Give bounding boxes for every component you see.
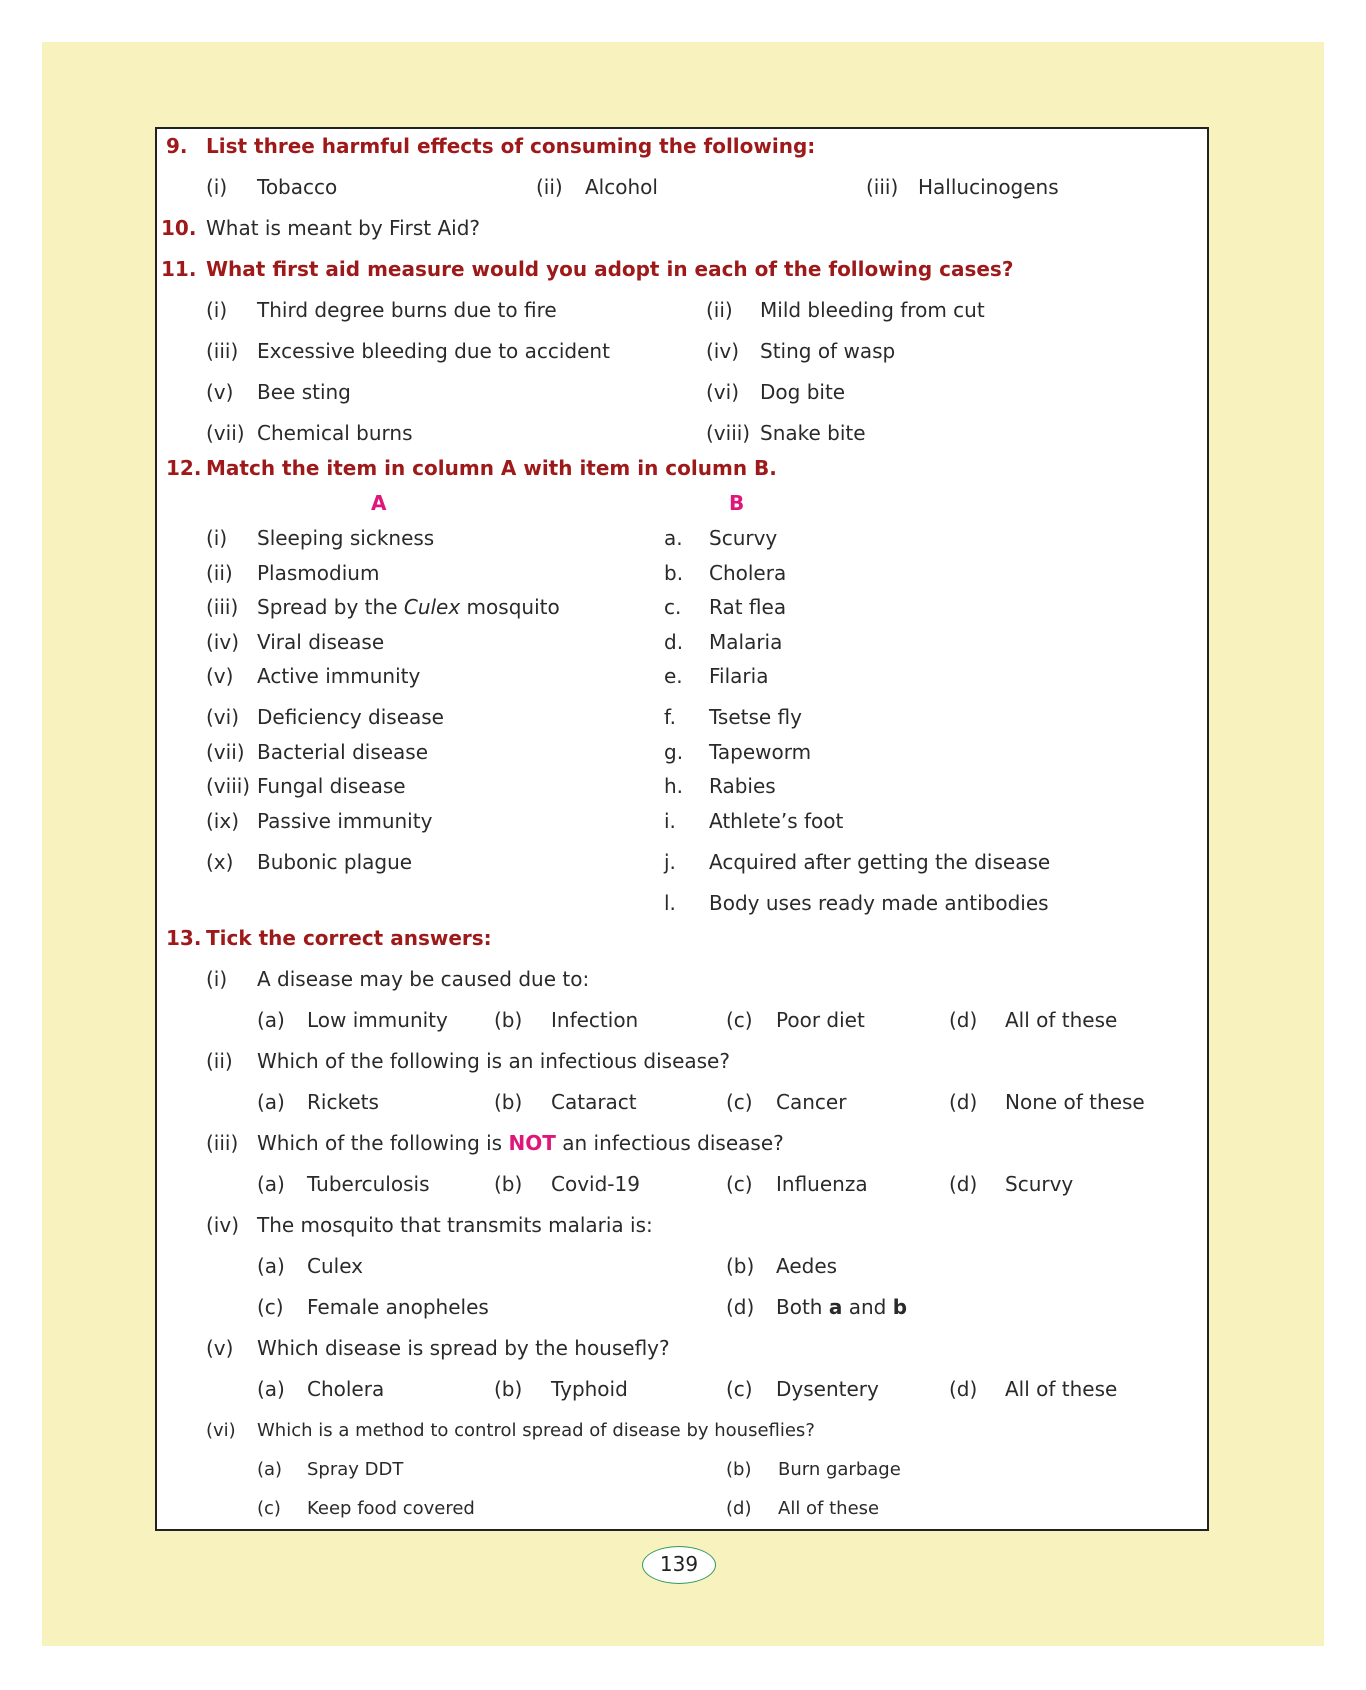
mcq-num: (iv) — [206, 1213, 239, 1237]
match-a-text: Deficiency disease — [257, 705, 444, 729]
match-a-num: (viii) — [206, 774, 251, 798]
mcq-option-text[interactable]: Culex — [307, 1254, 363, 1278]
match-b-letter: g. — [664, 740, 684, 764]
match-a-num: (ii) — [206, 561, 233, 585]
match-a-text: Bubonic plague — [257, 850, 413, 874]
mcq-option-text[interactable]: Rickets — [307, 1090, 379, 1114]
match-a-text: Active immunity — [257, 664, 421, 688]
match-a-num: (i) — [206, 526, 228, 550]
mcq-option-label: (b) — [726, 1254, 755, 1278]
mcq-option-label: (a) — [257, 1008, 285, 1032]
match-b-text: Filaria — [709, 664, 769, 688]
mcq-num: (v) — [206, 1336, 234, 1360]
mcq-option-text[interactable]: Cataract — [551, 1090, 637, 1114]
mcq-option-label: (b) — [494, 1377, 523, 1401]
q12-number: 12. — [166, 456, 202, 480]
mcq-option-label: (b) — [494, 1008, 523, 1032]
mcq-option-text[interactable]: Scurvy — [1005, 1172, 1074, 1196]
match-a-num: (v) — [206, 664, 234, 688]
match-a-num: (ix) — [206, 809, 239, 833]
q9-item-num: (iii) — [866, 175, 899, 199]
match-a-text: Fungal disease — [257, 774, 406, 798]
q11-item-text: Chemical burns — [257, 421, 413, 445]
q10-text: What is meant by First Aid? — [206, 216, 481, 240]
mcq-option-text[interactable]: All of these — [1005, 1377, 1118, 1401]
mcq-option-label: (b) — [494, 1172, 523, 1196]
match-a-text: Sleeping sickness — [257, 526, 435, 550]
q9-text: List three harmful effects of consuming the following: — [206, 134, 816, 158]
mcq-option-label: (c) — [726, 1377, 753, 1401]
mcq-question: Which of the following is an infectious disease? — [257, 1049, 730, 1073]
q11-item-num: (viii) — [706, 421, 751, 445]
q11-item-text: Bee sting — [257, 380, 351, 404]
mcq-option-label: (c) — [726, 1008, 753, 1032]
match-b-text: Scurvy — [709, 526, 778, 550]
mcq-option-label: (b) — [494, 1090, 523, 1114]
mcq-option-text[interactable]: Aedes — [776, 1254, 838, 1278]
match-b-letter: h. — [664, 774, 684, 798]
match-b-letter: d. — [664, 630, 684, 654]
match-b-text: Malaria — [709, 630, 783, 654]
column-a-heading: A — [371, 491, 387, 515]
mcq-option-text[interactable]: Poor diet — [776, 1008, 865, 1032]
mcq-option-text[interactable]: Typhoid — [551, 1377, 628, 1401]
page-number: 139 — [642, 1546, 716, 1584]
q11-item-text: Mild bleeding from cut — [760, 298, 985, 322]
mcq-question: Which of the following is NOT an infectious disease? — [257, 1131, 784, 1155]
match-a-num: (vii) — [206, 740, 245, 764]
mcq-option-text[interactable]: Keep food covered — [307, 1498, 475, 1519]
mcq-option-text[interactable]: Tuberculosis — [307, 1172, 430, 1196]
mcq-option-text[interactable]: Female anopheles — [307, 1295, 489, 1319]
mcq-question: Which disease is spread by the housefly? — [257, 1336, 670, 1360]
q9-item-text: Hallucinogens — [918, 175, 1059, 199]
mcq-option-label: (c) — [726, 1090, 753, 1114]
q9-item-text: Tobacco — [257, 175, 338, 199]
match-b-letter: a. — [664, 526, 683, 550]
match-a-num: (vi) — [206, 705, 239, 729]
mcq-option-text[interactable]: Cancer — [776, 1090, 847, 1114]
q9-item-text: Alcohol — [585, 175, 658, 199]
mcq-option-text[interactable]: All of these — [1005, 1008, 1118, 1032]
q9-number: 9. — [166, 134, 188, 158]
match-b-letter: j. — [664, 850, 676, 874]
q11-item-num: (iii) — [206, 339, 239, 363]
q12-text: Match the item in column A with item in column B. — [206, 456, 777, 480]
q11-item-num: (vi) — [706, 380, 739, 404]
mcq-option-label: (c) — [257, 1295, 284, 1319]
match-a-text: Passive immunity — [257, 809, 433, 833]
q11-item-text: Excessive bleeding due to accident — [257, 339, 610, 363]
q11-item-num: (vii) — [206, 421, 245, 445]
match-a-num: (iv) — [206, 630, 239, 654]
mcq-option-label: (a) — [257, 1377, 285, 1401]
match-b-text: Acquired after getting the disease — [709, 850, 1051, 874]
q11-item-text: Third degree burns due to fire — [257, 298, 557, 322]
match-b-text: Athlete’s foot — [709, 809, 844, 833]
mcq-option-label: (a) — [257, 1459, 283, 1480]
mcq-option-label: (d) — [949, 1090, 978, 1114]
mcq-option-label: (a) — [257, 1172, 285, 1196]
column-b-heading: B — [729, 491, 745, 515]
mcq-option-label: (d) — [949, 1172, 978, 1196]
match-a-text: Plasmodium — [257, 561, 380, 585]
mcq-option-label: (c) — [726, 1172, 753, 1196]
q13-number: 13. — [166, 926, 202, 950]
q11-number: 11. — [161, 257, 197, 281]
mcq-option-label: (d) — [726, 1498, 752, 1519]
mcq-option-text[interactable]: None of these — [1005, 1090, 1145, 1114]
mcq-num: (vi) — [206, 1420, 236, 1441]
q11-item-text: Sting of wasp — [760, 339, 896, 363]
mcq-option-text[interactable]: All of these — [778, 1498, 880, 1519]
mcq-option-label: (b) — [726, 1459, 752, 1480]
match-b-text: Rat flea — [709, 595, 787, 619]
mcq-option-text[interactable]: Influenza — [776, 1172, 868, 1196]
match-b-letter: e. — [664, 664, 683, 688]
mcq-option-text[interactable]: Infection — [551, 1008, 639, 1032]
mcq-num: (iii) — [206, 1131, 239, 1155]
mcq-option-text[interactable]: Dysentery — [776, 1377, 879, 1401]
mcq-option-text[interactable]: Both a and b — [776, 1295, 908, 1319]
mcq-option-label: (d) — [949, 1377, 978, 1401]
mcq-option-text[interactable]: Cholera — [307, 1377, 385, 1401]
match-b-text: Body uses ready made antibodies — [709, 891, 1049, 915]
match-a-text: Bacterial disease — [257, 740, 429, 764]
q11-text: What first aid measure would you adopt in each of the following cases? — [206, 257, 1014, 281]
mcq-question: The mosquito that transmits malaria is: — [257, 1213, 653, 1237]
q11-item-text: Snake bite — [760, 421, 866, 445]
match-b-letter: l. — [664, 891, 676, 915]
q11-item-num: (i) — [206, 298, 228, 322]
mcq-option-label: (a) — [257, 1090, 285, 1114]
mcq-option-text[interactable]: Covid-19 — [551, 1172, 640, 1196]
mcq-num: (i) — [206, 967, 228, 991]
match-b-text: Tsetse fly — [709, 705, 802, 729]
mcq-option-label: (a) — [257, 1254, 285, 1278]
q9-item-num: (i) — [206, 175, 228, 199]
match-a-num: (iii) — [206, 595, 239, 619]
mcq-option-label: (d) — [726, 1295, 755, 1319]
q10-number: 10. — [161, 216, 197, 240]
mcq-option-label: (d) — [949, 1008, 978, 1032]
mcq-question: Which is a method to control spread of disease by houseflies? — [257, 1420, 815, 1441]
match-b-letter: c. — [664, 595, 682, 619]
match-a-text: Spread by the Culex mosquito — [257, 595, 560, 619]
match-b-letter: i. — [664, 809, 676, 833]
match-b-letter: b. — [664, 561, 684, 585]
match-b-text: Tapeworm — [709, 740, 812, 764]
match-b-text: Cholera — [709, 561, 787, 585]
mcq-num: (ii) — [206, 1049, 233, 1073]
q13-text: Tick the correct answers: — [206, 926, 492, 950]
q11-item-num: (iv) — [706, 339, 739, 363]
mcq-question: A disease may be caused due to: — [257, 967, 590, 991]
match-b-letter: f. — [664, 705, 676, 729]
mcq-option-text[interactable]: Low immunity — [307, 1008, 448, 1032]
match-b-text: Rabies — [709, 774, 776, 798]
mcq-option-text[interactable]: Spray DDT — [307, 1459, 404, 1480]
q9-item-num: (ii) — [536, 175, 563, 199]
q11-item-num: (v) — [206, 380, 234, 404]
mcq-option-label: (c) — [257, 1498, 281, 1519]
q11-item-text: Dog bite — [760, 380, 846, 404]
match-a-text: Viral disease — [257, 630, 385, 654]
match-a-num: (x) — [206, 850, 234, 874]
q11-item-num: (ii) — [706, 298, 733, 322]
mcq-option-text[interactable]: Burn garbage — [778, 1459, 901, 1480]
